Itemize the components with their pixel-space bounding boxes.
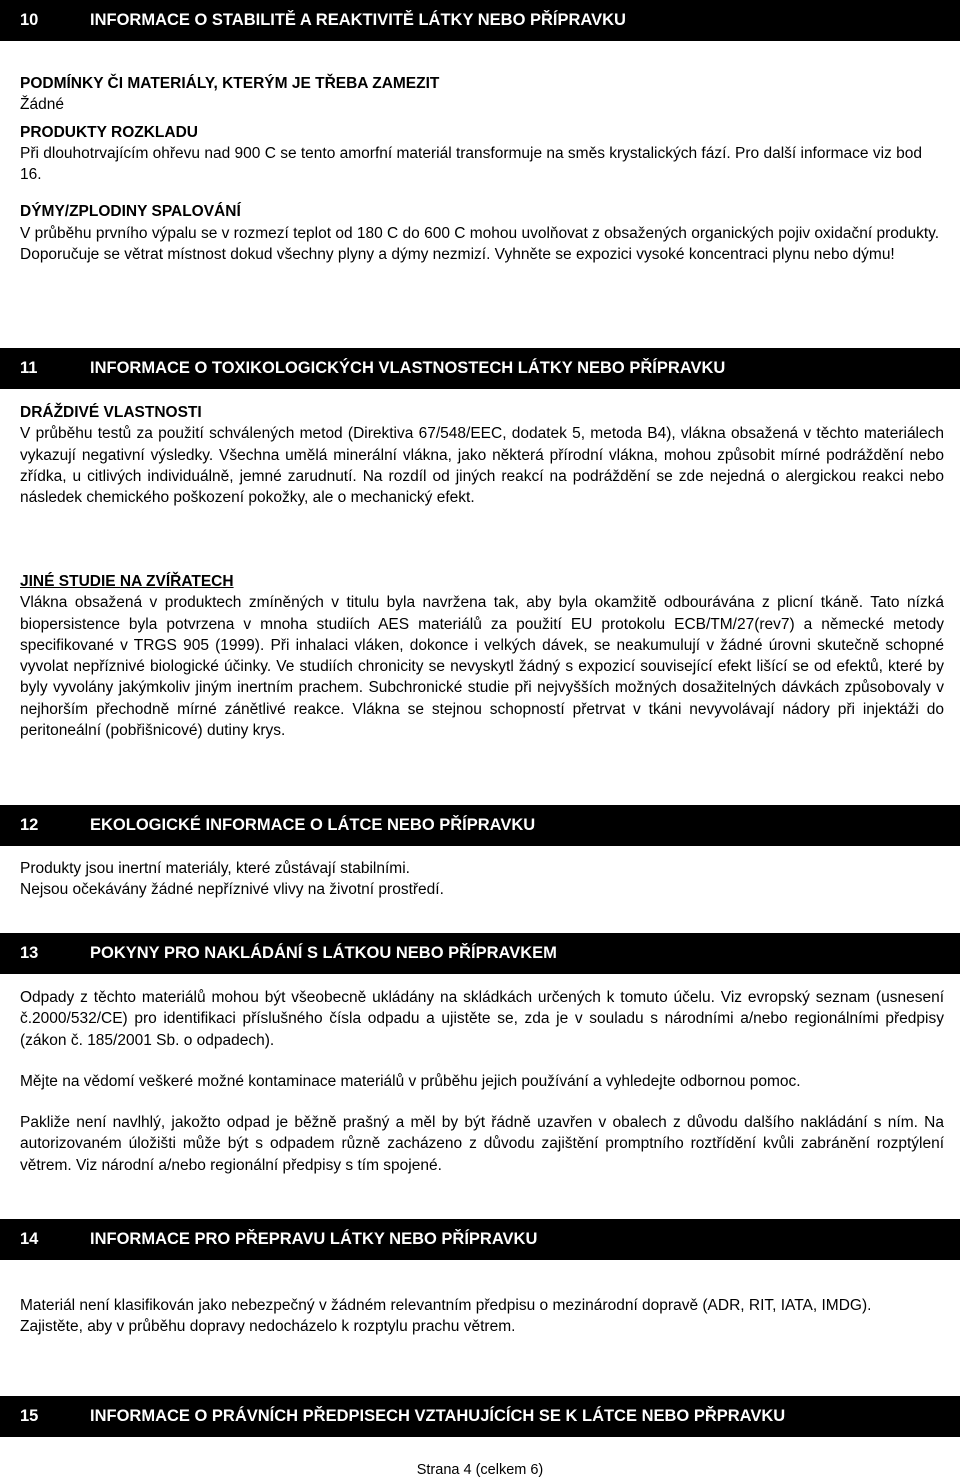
section-12-header: [0, 805, 960, 846]
section-15-header: [0, 1396, 960, 1437]
section-14-header: [0, 1219, 960, 1260]
section-11-header: [0, 348, 960, 389]
section-title: EKOLOGICKÉ INFORMACE O LÁTCE NEBO PŘÍPRAVKU: [90, 816, 536, 834]
text-transport-1: Materiál není klasifikován jako nebezpečný v žádném relevantním předpisu o mezinárodní dopravě (ADR, RIT, IATA, IMDG).: [20, 1297, 872, 1314]
section-10-header: [0, 0, 960, 41]
heading-animal-studies: JINÉ STUDIE NA ZVÍŘATECH: [20, 573, 234, 590]
heading-combustion: DÝMY/ZPLODINY SPALOVÁNÍ: [20, 203, 241, 221]
text-disposal-1: Odpady z těchto materiálů mohou být všeobecně ukládány na skládkách určených k tomuto účelu. Viz evropský seznam (usnesení č.2000/532/CE) pro identifikaci příslušného čísla odpadu a ujistěte se, zda je v souladu s národními a/nebo regionálními předpisy (zákon č. 185/2001 Sb. o odpadech).: [20, 989, 944, 1049]
section-number: 13: [20, 944, 39, 962]
text-ecology-1: Produkty jsou inertní materiály, které zůstávají stabilními.: [20, 860, 410, 877]
section-11-animal-studies: [20, 571, 944, 741]
section-title: INFORMACE O TOXIKOLOGICKÝCH VLASTNOSTECH LÁTKY NEBO PŘÍPRAVKU: [90, 359, 726, 377]
section-13-header: [0, 933, 960, 974]
section-number: 15: [20, 1407, 39, 1425]
section-12-body: [20, 858, 944, 901]
section-number: 12: [20, 816, 39, 834]
heading-conditions: PODMÍNKY ČI MATERIÁLY, KTERÝM JE TŘEBA ZAMEZIT: [20, 75, 440, 92]
section-14-body: [20, 1295, 944, 1338]
section-13-body: [20, 987, 944, 1176]
page-footer: Strana 4 (celkem 6): [416, 1462, 544, 1478]
text-conditions: Žádné: [20, 96, 64, 114]
text-ecology-2: Nejsou očekávány žádné nepříznivé vlivy na životní prostředí.: [20, 881, 444, 899]
section-number: 10: [20, 11, 39, 29]
text-combustion: V průběhu prvního výpalu se v rozmezí teplot od 180 C do 600 C mohou uvolňovat z obsažených organických pojiv oxidační produkty. Doporučuje se větrat místnost dokud všechny plyny a dýmy nezmizí. Vyhněte se expozici vysoké koncentraci plynu nebo dýmu!: [20, 224, 940, 264]
section-title: POKYNY PRO NAKLÁDÁNÍ S LÁTKOU NEBO PŘÍPRAVKEM: [90, 944, 557, 962]
text-decomposition: Při dlouhotrvajícím ohřevu nad 900 C se tento amorfní materiál transformuje na směs krystalických fází. Pro další informace viz bod 16.: [20, 144, 922, 184]
text-irritation: V průběhu testů za použití schválených metod (Direktiva 67/548/EEC, dodatek 5, metoda B4), vlákna obsažená v těchto materiálech vykazují negativní výsledky. Všechna umělá minerální vlákna, jako některá přírodní vlákna, mohou způsobit mírné podráždění nebo zřídka, u citlivých individuálně, jemné zarudnutí. Na rozdíl od jiných reakcí na podráždění se zde nejedná o alergickou reakci nebo následek chemického poškození pokožky, ale o mechanický efekt.: [20, 425, 944, 507]
section-title: INFORMACE O PRÁVNÍCH PŘEDPISECH VZTAHUJÍCÍCH SE K LÁTCE NEBO PŘPRAVKU: [90, 1407, 786, 1425]
section-11-irritation: [20, 402, 944, 508]
text-disposal-3: Pakliže není navlhlý, jakožto odpad je běžně prašný a měl by být řádně uzavřen v obalech z důvodu dalšího nakládání s ním. Na autorizovaném úložišti může být s odpadem různě zacházeno z důvodu zajištění promptního roztřídění kvůli zabránění rozptýlení větrem. Viz národní a/nebo regionální předpisy s tím spojené.: [20, 1114, 944, 1174]
section-title: INFORMACE PRO PŘEPRAVU LÁTKY NEBO PŘÍPRAVKU: [90, 1230, 538, 1248]
heading-irritation: DRÁŽDIVÉ VLASTNOSTI: [20, 404, 202, 421]
text-animal-studies: Vlákna obsažená v produktech zmíněných v titulu byla navržena tak, aby byla okamžitě odbourávána z plicní tkáně. Tato nízká biopersistence byla potvrzena v mnoha studiích AES materiálů za použití EU protokolu ECB/TM/27(rev7) a německé metody specifikované v TRGS 905 (1999). Při inhalaci vláken, dokonce i velkých dávek, se neakumulují v žádné úrovni skutečně schopné vyvolat nepříznivé biologické účinky. Ve studiích chronicity se nevyskytl žádný s expozicí související efekt lišící se od efektů, které by byly vyvolány jakýmkoliv jiným inertním prachem. Subchronické studie při nejvyšších možných dosažitelných dávkách způsobovaly v nejhorším přechodně mírné zánětlivé reakce. Vlákna se stejnou schopností přetrvat v tkáni nevyvolávají nádory při injektáži do peritoneální (pobřišnicové) dutiny krys.: [20, 594, 944, 740]
section-10-body: [20, 73, 944, 265]
heading-decomposition: PRODUKTY ROZKLADU: [20, 123, 198, 141]
section-number: 11: [20, 359, 38, 377]
section-number: 14: [20, 1230, 39, 1248]
section-title: INFORMACE O STABILITĚ A REAKTIVITĚ LÁTKY NEBO PŘÍPRAVKU: [90, 11, 626, 29]
text-transport-2: Zajistěte, aby v průběhu dopravy nedocházelo k rozptylu prachu větrem.: [20, 1318, 516, 1336]
text-disposal-2: Mějte na vědomí veškeré možné kontaminace materiálů v průběhu jejich používání a vyhledejte odbornou pomoc.: [20, 1072, 801, 1090]
